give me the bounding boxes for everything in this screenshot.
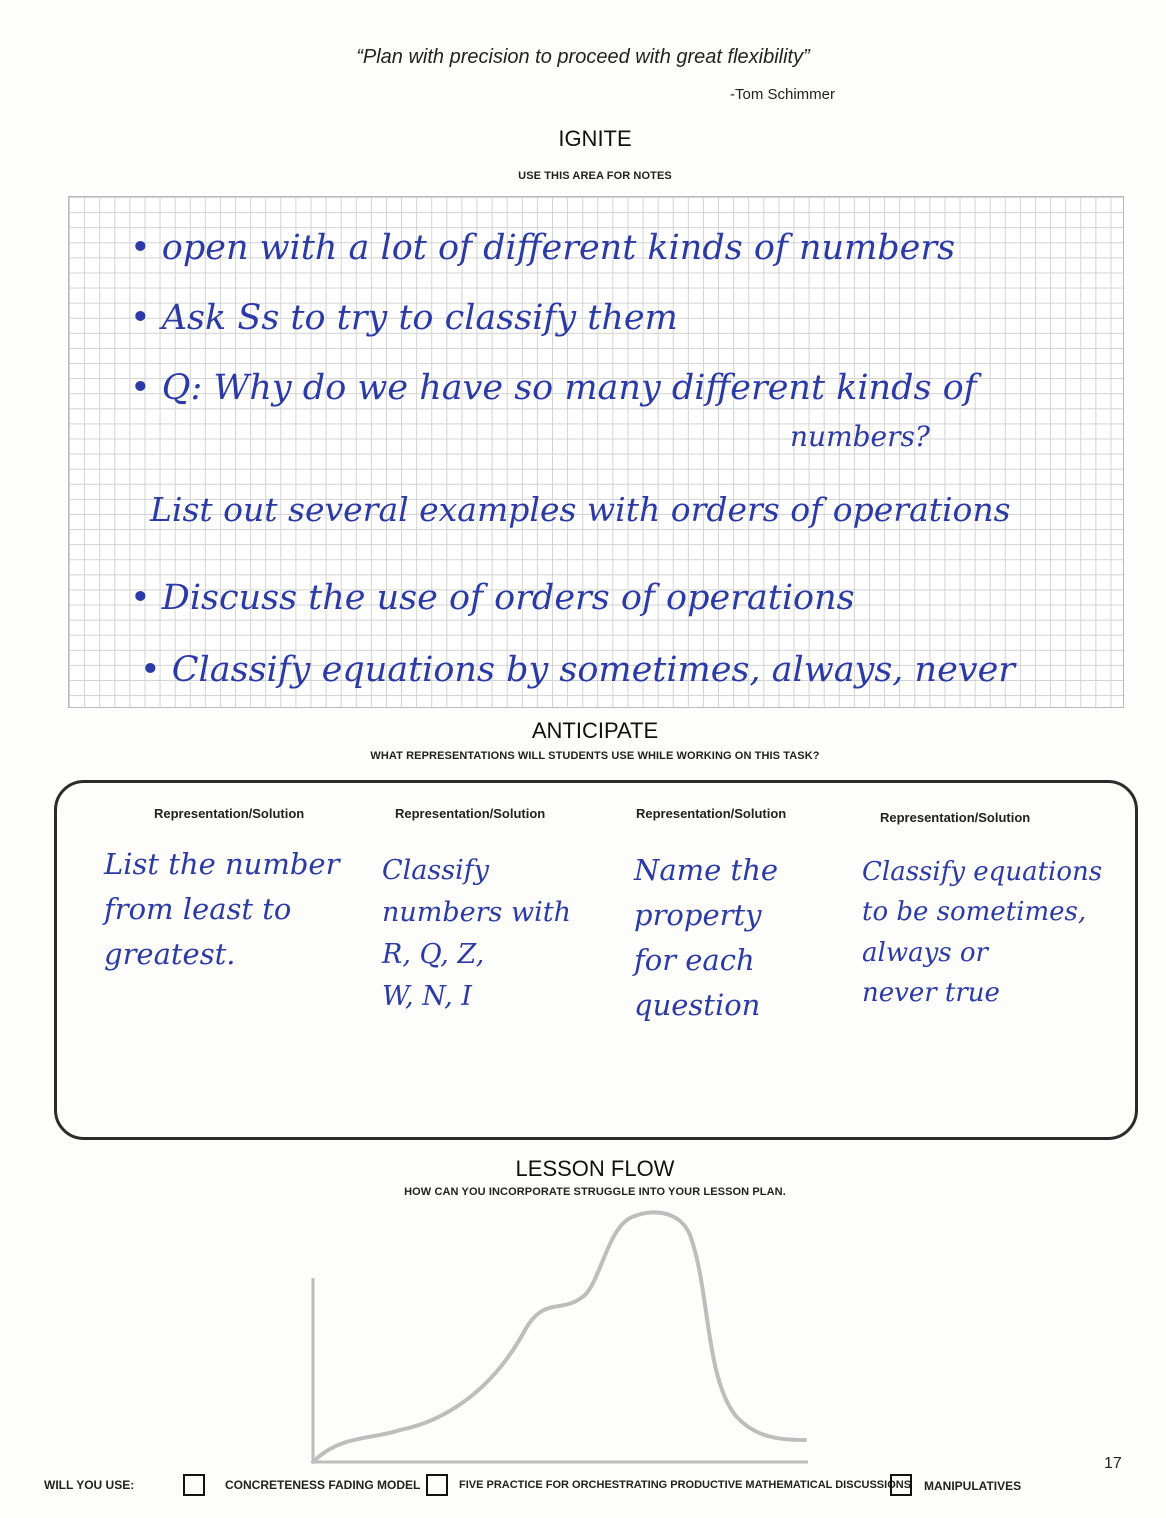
note-line: • open with a lot of different kinds of numbers <box>130 228 956 268</box>
five-practice-label: FIVE PRACTICE FOR ORCHESTRATING PRODUCTIVE MATHEMATICAL DISCUSSIONS <box>459 1479 912 1491</box>
lesson-flow-subtitle: HOW CAN YOU INCORPORATE STRUGGLE INTO YOUR LESSON PLAN. <box>404 1186 786 1198</box>
representation-label: Representation/Solution <box>154 806 305 821</box>
lesson-flow-title: LESSON FLOW <box>515 1156 675 1181</box>
representation-label: Representation/Solution <box>880 810 1031 825</box>
anticipate-subtitle: WHAT REPRESENTATIONS WILL STUDENTS USE WHILE WORKING ON THIS TASK? <box>370 750 820 762</box>
note-line: • Q: Why do we have so many different kinds of <box>130 368 977 408</box>
struggle-curve-diagram <box>300 1200 820 1470</box>
representation-answer: Classify numbers with R, Q, Z, W, N, I <box>382 855 571 1012</box>
representation-label: Representation/Solution <box>636 806 787 821</box>
representation-answer: List the number from least to greatest. <box>104 847 340 971</box>
page-number: 17 <box>1104 1455 1122 1472</box>
representation-answer: Name the property for each question <box>634 853 779 1022</box>
concreteness-fading-label: CONCRETENESS FADING MODEL <box>225 1478 421 1492</box>
note-line: numbers? <box>790 420 930 453</box>
quote-author: -Tom Schimmer <box>730 86 836 103</box>
will-you-use-label: WILL YOU USE: <box>44 1478 135 1492</box>
representation-answer: Classify equations to be sometimes, always or never true <box>862 857 1103 1008</box>
note-line: • Discuss the use of orders of operations <box>130 578 855 618</box>
note-line: • Classify equations by sometimes, always, never <box>140 650 1016 690</box>
struggle-curve <box>313 1212 805 1462</box>
quote: “Plan with precision to proceed with great flexibility” <box>356 46 810 68</box>
five-practice-checkbox[interactable] <box>426 1474 448 1496</box>
manipulatives-checkbox[interactable] <box>890 1474 912 1496</box>
concreteness-fading-checkbox[interactable] <box>183 1474 205 1496</box>
representation-label: Representation/Solution <box>395 806 546 821</box>
manipulatives-label: MANIPULATIVES <box>924 1479 1022 1493</box>
ignite-title: IGNITE <box>558 126 632 151</box>
notes-grid <box>68 196 1124 708</box>
ignite-subtitle: USE THIS AREA FOR NOTES <box>518 170 672 182</box>
note-line: • Ask Ss to try to classify them <box>130 298 678 338</box>
note-line: List out several examples with orders of operations <box>150 490 1011 529</box>
anticipate-title: ANTICIPATE <box>531 718 659 743</box>
